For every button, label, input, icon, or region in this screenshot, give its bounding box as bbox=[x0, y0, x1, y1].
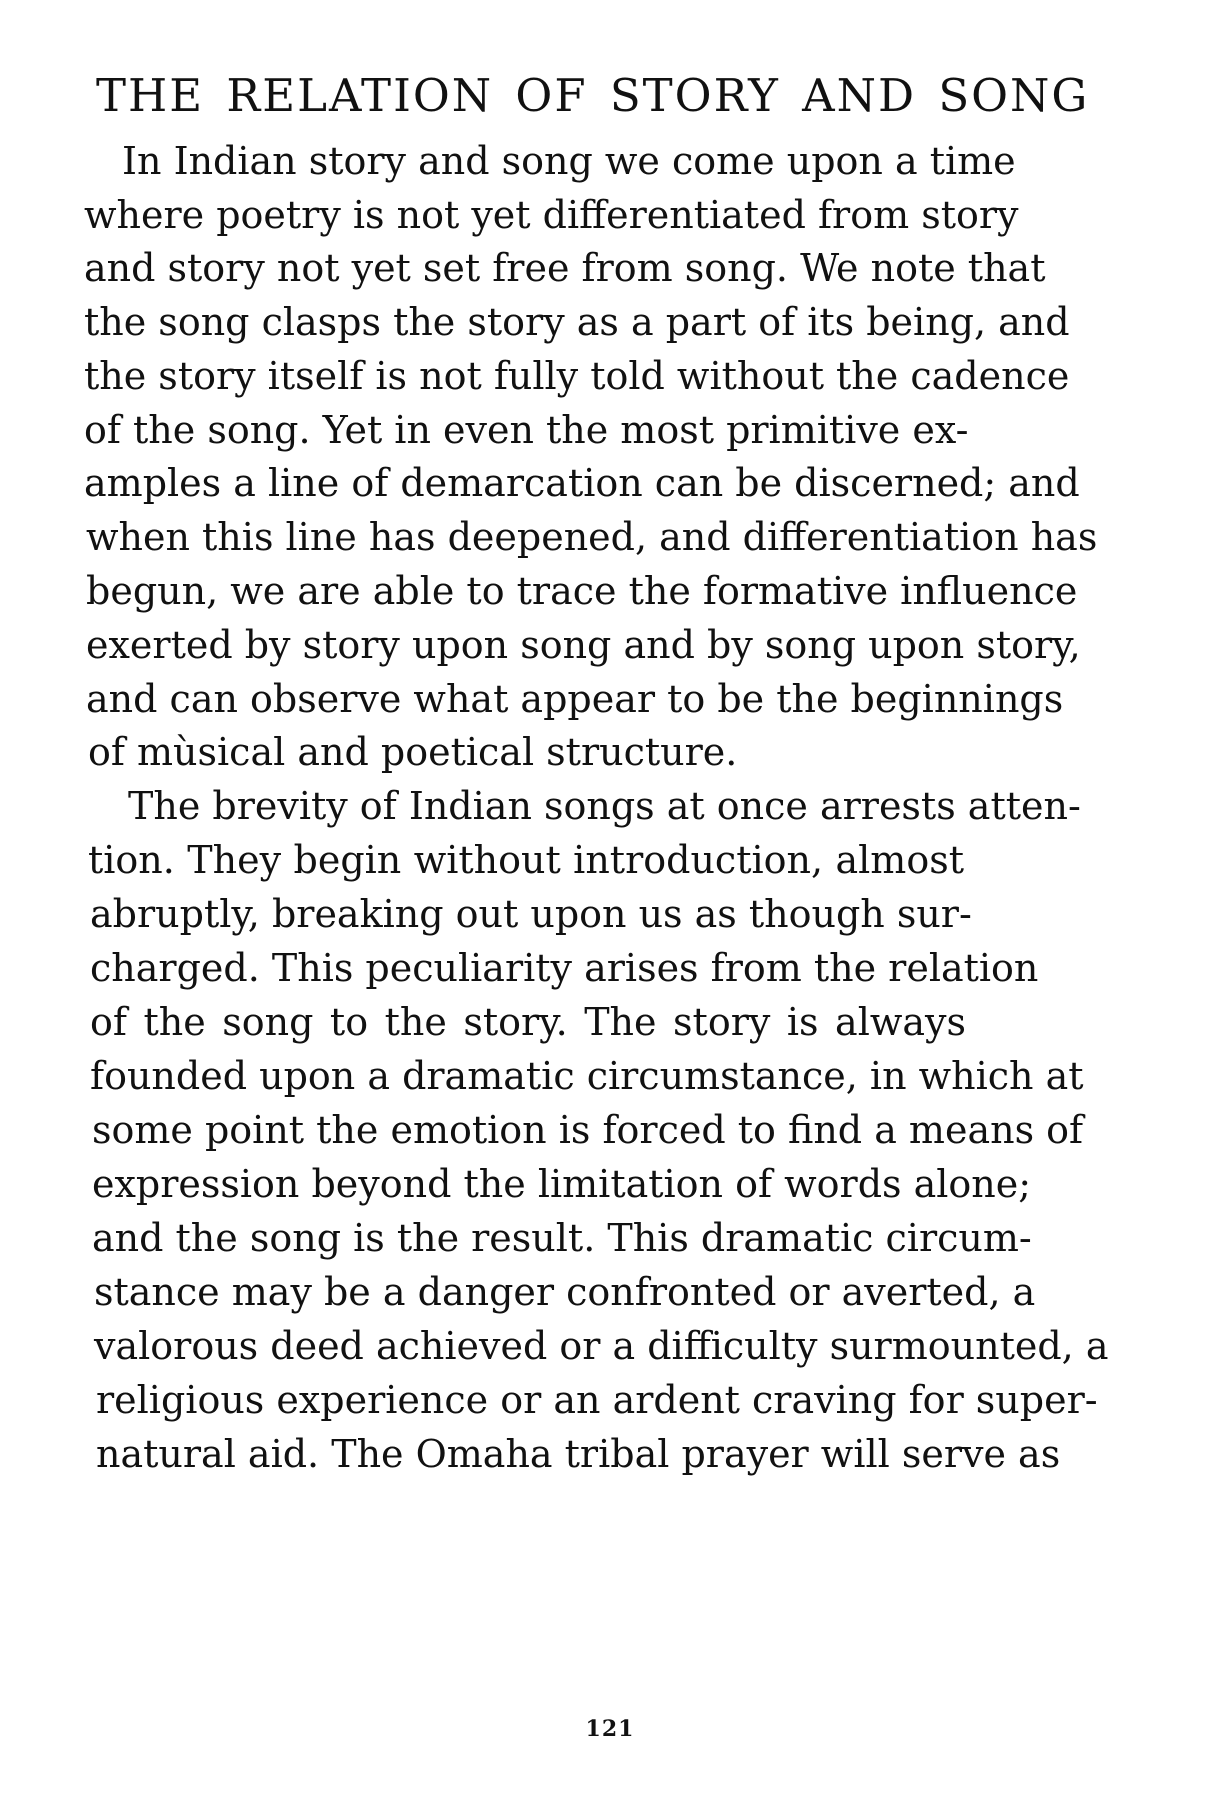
text-line: tion. They begin without introduction, almost bbox=[88, 838, 964, 882]
text-line: of the song. Yet in even the most primitive ex- bbox=[84, 408, 969, 452]
text-line: expression beyond the limitation of words alone; bbox=[92, 1162, 1032, 1206]
text-line: and the song is the result. This dramatic circum- bbox=[92, 1216, 1032, 1260]
text-line: where poetry is not yet differentiated from story bbox=[84, 193, 1019, 237]
text-line: religious experience or an ardent craving for super- bbox=[96, 1378, 1098, 1422]
text-line: of the song to the story. The story is always bbox=[90, 1000, 966, 1044]
text-line: natural aid. The Omaha tribal prayer will serve as bbox=[96, 1432, 1061, 1476]
running-head: THE RELATION OF STORY AND SONG bbox=[96, 69, 1090, 122]
text-line: founded upon a dramatic circumstance, in which at bbox=[90, 1054, 1084, 1098]
text-line: abruptly, breaking out upon us as though sur- bbox=[90, 892, 972, 936]
page-number: 121 bbox=[585, 1716, 635, 1742]
text-line: exerted by story upon song and by song upon story, bbox=[86, 623, 1081, 667]
text-line: begun, we are able to trace the formative influence bbox=[86, 569, 1078, 613]
text-line: some point the emotion is forced to find a means of bbox=[92, 1108, 1084, 1152]
text-line: the story itself is not fully told without the cadence bbox=[84, 354, 1070, 398]
text-line: when this line has deepened, and differentiation has bbox=[86, 515, 1098, 559]
text-line: stance may be a danger confronted or averted, a bbox=[94, 1270, 1036, 1314]
text-line: amples a line of demarcation can be discerned; and bbox=[84, 461, 1080, 505]
text-line: and story not yet set free from song. We note that bbox=[84, 246, 1046, 290]
text-line: of mùsical and poetical structure. bbox=[88, 730, 738, 774]
text-line: The brevity of Indian songs at once arrests atten- bbox=[128, 784, 1081, 828]
text-line: and can observe what appear to be the beginnings bbox=[86, 677, 1064, 721]
text-line: In Indian story and song we come upon a time bbox=[122, 139, 1016, 183]
text-line: charged. This peculiarity arises from the relation bbox=[90, 946, 1039, 990]
text-line: valorous deed achieved or a difficulty surmounted, a bbox=[94, 1324, 1109, 1368]
text-line: the song clasps the story as a part of its being, and bbox=[84, 300, 1070, 344]
